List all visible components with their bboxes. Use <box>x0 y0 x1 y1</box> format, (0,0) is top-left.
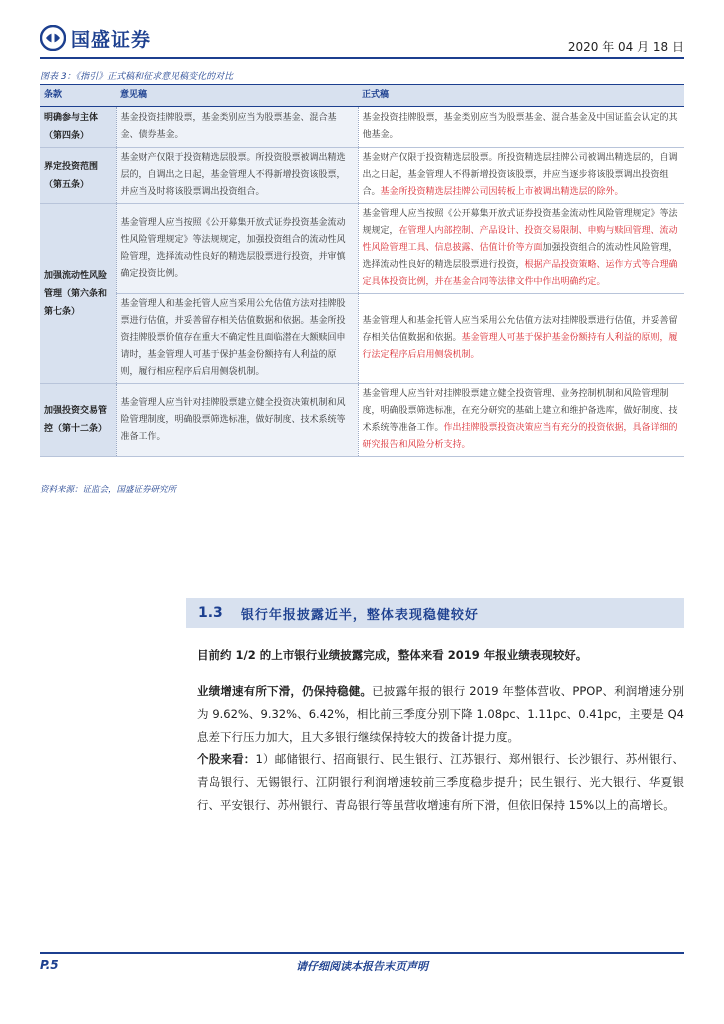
section-header <box>186 598 684 628</box>
draft-cell: 基金管理人应当按照《公开募集开放式证券投资基金流动性风险管理规定》等法规规定，加强投资组合的流动性风险管理，选择流动性良好的精选层股票进行投资，并审慎确定投资比例。 <box>116 204 358 294</box>
paragraph-growth: 业绩增速有所下滑，仍保持稳健。已披露年报的银行 2019 年整体营收、PPOP、利润增速分别为 9.62%、9.32%、6.42%，相比前三季度分别下降 1.08pc、1.11pc、0.41pc，主要是 Q4 息差下行压力加大，且大多银行继续保持较大的拨备计提力度。 <box>197 684 684 744</box>
clause-cell: 明确参与主体（第四条） <box>40 107 116 148</box>
comparison-table <box>40 84 684 457</box>
final-cell: 基金投资挂牌股票，基金类别应当为股票基金、混合基金及中国证监会认定的其他基金。 <box>358 107 684 148</box>
brand-name: 国盛证券 <box>71 28 152 51</box>
header-rule <box>40 57 684 59</box>
highlight-change: 基金所投资精选层挂牌公司因转板上市被调出精选层的除外。 <box>380 187 624 197</box>
table-row <box>40 148 684 204</box>
brand-logo <box>40 22 160 54</box>
table-row <box>40 294 684 384</box>
table-row <box>40 384 684 457</box>
brand-mark-icon <box>40 25 66 51</box>
header-draft: 意见稿 <box>116 85 358 107</box>
table-source: 资料来源：证监会，国盛证券研究所 <box>40 485 177 495</box>
final-cell: 基金管理人应当按照《公开募集开放式证券投资基金流动性风险管理规定》等法规规定，在管理人内部控制、产品设计、投资交易限制、申购与赎回管理、流动性风险管理工具、信息披露、估值计价等方面加强投资组合的流动性风险管理，选择流动性良好的精选层股票进行投资，根据产品投资策略、运作方式等合理确定具体投资比例，并在基金合同等法律文件中作出明确约定。 <box>358 204 684 294</box>
table-header-row <box>40 85 684 107</box>
draft-cell: 基金财产仅限于投资精选层股票。所投资股票被调出精选层的，自调出之日起，基金管理人不得新增投资该股票，并应当及时将该股票调出投资组合。 <box>116 148 358 204</box>
table-row <box>40 204 684 294</box>
section-title: 银行年报披露近半，整体表现稳健较好 <box>240 607 479 623</box>
draft-cell: 基金投资挂牌股票，基金类别应当为股票基金、混合基金、债券基金。 <box>116 107 358 148</box>
section-number: 1.3 <box>198 605 223 621</box>
highlight-change: 在管理人内部控制、产品设计、投资交易限制、申购与赎回管理、流动性风险管理工具、信息披露、估值计价等方面 <box>362 226 678 253</box>
final-cell: 基金财产仅限于投资精选层股票。所投资精选层挂牌公司被调出精选层的，自调出之日起，基金管理人不得新增投资该股票，并应当逐步将该股票调出投资组合。基金所投资精选层挂牌公司因转板上市被调出精选层的除外。 <box>358 148 684 204</box>
table-caption: 图表 3：《指引》正式稿和征求意见稿变化的对比 <box>40 72 234 82</box>
clause-cell: 加强流动性风险管理（第六条和第七条） <box>40 204 116 384</box>
final-cell: 基金管理人应当针对挂牌股票建立健全投资管理、业务控制机制和风险管理制度，明确股票筛选标准，在充分研究的基础上建立和维护备选库，做好制度、技术系统等准备工作。作出挂牌股票投资决策应当有充分的投资依据，具备详细的研究报告和风险分析支持。 <box>358 384 684 457</box>
draft-cell: 基金管理人应当针对挂牌股票建立健全投资决策机制和风险管理制度，明确股票筛选标准，做好制度、技术系统等准备工作。 <box>116 384 358 457</box>
paragraph-stocks: 个股来看：1）邮储银行、招商银行、民生银行、江苏银行、郑州银行、长沙银行、苏州银行、青岛银行、无锡银行、江阴银行利润增速较前三季度稳步提升；民生银行、光大银行、华夏银行、平安银行、苏州银行、青岛银行等虽营收增速有所下滑，但依旧保持 15%以上的高增长。 <box>197 752 685 812</box>
highlight-change: 作出挂牌股票投资决策应当有充分的投资依据，具备详细的研究报告和风险分析支持。 <box>362 423 678 450</box>
table-row <box>40 107 684 148</box>
highlight-change: 根据产品投资策略、运作方式等合理确定具体投资比例，并在基金合同等法律文件中作出明确约定。 <box>362 260 678 287</box>
draft-cell: 基金管理人和基金托管人应当采用公允估值方法对挂牌股票进行估值，并妥善留存相关估值数据和依据。基金所投资挂牌股票价值存在重大不确定性且面临潜在大额赎回申请时，基金管理人可基于保护基金份额持有人利益的原则，履行相应程序后启用侧袋机制。 <box>116 294 358 384</box>
final-cell: 基金管理人和基金托管人应当采用公允估值方法对挂牌股票进行估值，并妥善留存相关估值数据和依据。基金管理人可基于保护基金份额持有人利益的原则，履行法定程序后启用侧袋机制。 <box>358 294 684 384</box>
highlight-change: 基金管理人可基于保护基金份额持有人利益的原则，履行法定程序后启用侧袋机制。 <box>362 333 678 360</box>
header-final: 正式稿 <box>358 85 684 107</box>
clause-cell: 加强投资交易管控（第十二条） <box>40 384 116 457</box>
page-number: P.5 <box>40 958 59 972</box>
lead-paragraph: 目前约 1/2 的上市银行业绩披露完成，整体来看 2019 年报业绩表现较好。 <box>197 648 588 662</box>
footer-rule <box>40 952 684 954</box>
report-date: 2020 年 04 月 18 日 <box>567 40 684 54</box>
clause-cell: 界定投资范围（第五条） <box>40 148 116 204</box>
header-clause: 条款 <box>40 85 116 107</box>
disclaimer: 请仔细阅读本报告末页声明 <box>296 960 428 973</box>
